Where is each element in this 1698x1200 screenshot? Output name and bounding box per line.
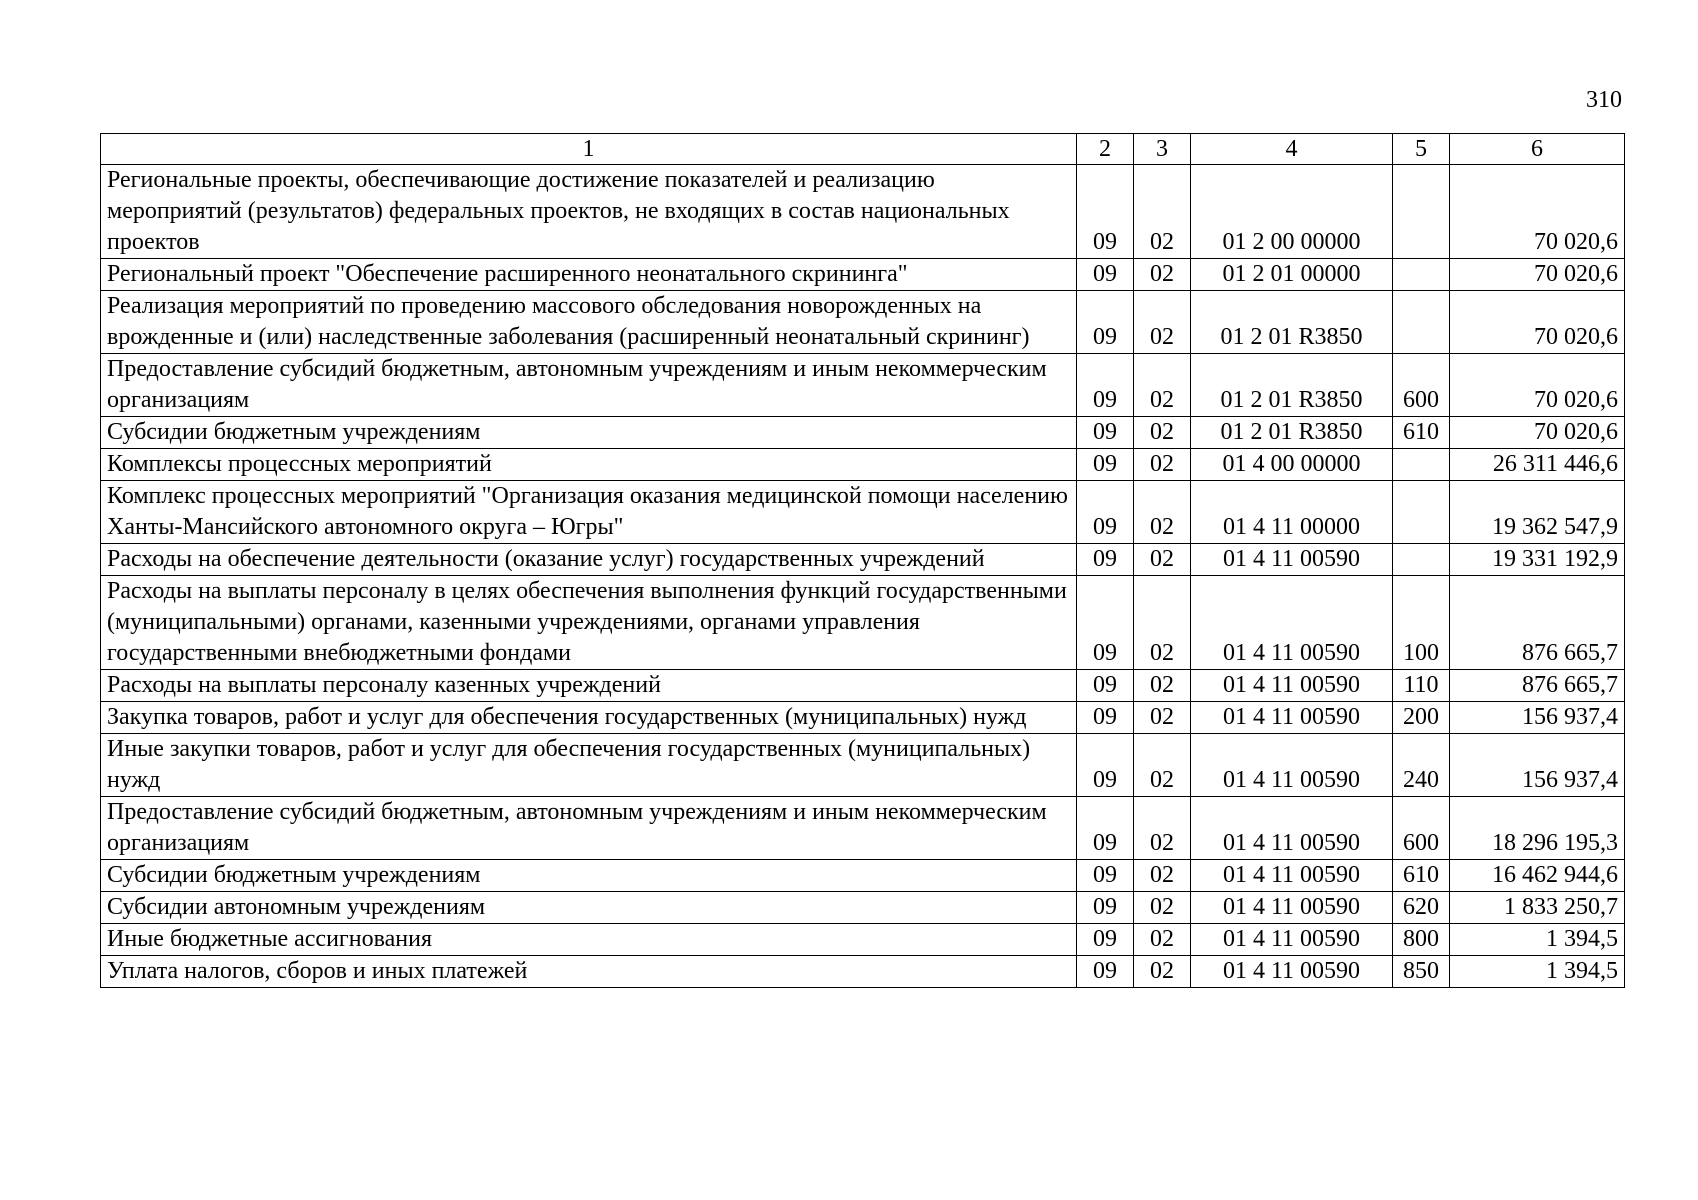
- subsection-code: 02: [1134, 670, 1191, 702]
- subsection-code: 02: [1134, 734, 1191, 797]
- target-article-code: 01 4 11 00000: [1191, 481, 1393, 544]
- expense-type-code: [1393, 291, 1450, 354]
- expense-type-code: 850: [1393, 956, 1450, 988]
- target-article-code: 01 4 11 00590: [1191, 702, 1393, 734]
- table-row: [101, 449, 1625, 481]
- target-article-code: 01 4 11 00590: [1191, 860, 1393, 892]
- target-article-code: 01 4 11 00590: [1191, 924, 1393, 956]
- table-row: [101, 892, 1625, 924]
- expense-type-code: 610: [1393, 860, 1450, 892]
- expense-type-code: 240: [1393, 734, 1450, 797]
- target-article-code: 01 4 11 00590: [1191, 544, 1393, 576]
- target-article-code: 01 4 11 00590: [1191, 892, 1393, 924]
- table-row: [101, 354, 1625, 417]
- table-row: [101, 860, 1625, 892]
- section-code: 09: [1077, 860, 1134, 892]
- amount: 70 020,6: [1450, 354, 1625, 417]
- subsection-code: 02: [1134, 576, 1191, 670]
- item-name: Расходы на обеспечение деятельности (оказание услуг) государственных учреждений: [101, 544, 1077, 576]
- table-row: [101, 670, 1625, 702]
- target-article-code: 01 4 11 00590: [1191, 956, 1393, 988]
- subsection-code: 02: [1134, 892, 1191, 924]
- section-code: 09: [1077, 481, 1134, 544]
- subsection-code: 02: [1134, 417, 1191, 449]
- amount: 26 311 446,6: [1450, 449, 1625, 481]
- amount: 70 020,6: [1450, 417, 1625, 449]
- subsection-code: 02: [1134, 797, 1191, 860]
- amount: 1 394,5: [1450, 924, 1625, 956]
- section-code: 09: [1077, 670, 1134, 702]
- amount: 19 331 192,9: [1450, 544, 1625, 576]
- item-name: Уплата налогов, сборов и иных платежей: [101, 956, 1077, 988]
- item-name: Расходы на выплаты персоналу казенных учреждений: [101, 670, 1077, 702]
- table-row: [101, 291, 1625, 354]
- section-code: 09: [1077, 576, 1134, 670]
- subsection-code: 02: [1134, 544, 1191, 576]
- table-row: [101, 576, 1625, 670]
- table-row: [101, 797, 1625, 860]
- amount: 1 394,5: [1450, 956, 1625, 988]
- table-row: [101, 259, 1625, 291]
- item-name: Предоставление субсидий бюджетным, автономным учреждениям и иным некоммерческим организациям: [101, 797, 1077, 860]
- amount: 876 665,7: [1450, 576, 1625, 670]
- section-code: 09: [1077, 702, 1134, 734]
- header-cell-3: 3: [1134, 134, 1191, 165]
- section-code: 09: [1077, 797, 1134, 860]
- section-code: 09: [1077, 165, 1134, 259]
- header-cell-2: 2: [1077, 134, 1134, 165]
- expense-type-code: 620: [1393, 892, 1450, 924]
- expense-type-code: 100: [1393, 576, 1450, 670]
- subsection-code: 02: [1134, 354, 1191, 417]
- target-article-code: 01 2 01 R3850: [1191, 354, 1393, 417]
- target-article-code: 01 4 11 00590: [1191, 576, 1393, 670]
- item-name: Субсидии автономным учреждениям: [101, 892, 1077, 924]
- item-name: Комплексы процессных мероприятий: [101, 449, 1077, 481]
- item-name: Иные бюджетные ассигнования: [101, 924, 1077, 956]
- amount: 16 462 944,6: [1450, 860, 1625, 892]
- item-name: Расходы на выплаты персоналу в целях обеспечения выполнения функций государственными (муниципальными) органами, казенными учреждениями, органами управления государственными внебюджетными фондами: [101, 576, 1077, 670]
- amount: 1 833 250,7: [1450, 892, 1625, 924]
- target-article-code: 01 2 01 R3850: [1191, 417, 1393, 449]
- amount: 70 020,6: [1450, 165, 1625, 259]
- subsection-code: 02: [1134, 291, 1191, 354]
- subsection-code: 02: [1134, 165, 1191, 259]
- expense-type-code: [1393, 165, 1450, 259]
- header-cell-1: 1: [101, 134, 1077, 165]
- header-cell-6: 6: [1450, 134, 1625, 165]
- amount: 156 937,4: [1450, 702, 1625, 734]
- header-cell-5: 5: [1393, 134, 1450, 165]
- section-code: 09: [1077, 449, 1134, 481]
- section-code: 09: [1077, 734, 1134, 797]
- item-name: Иные закупки товаров, работ и услуг для обеспечения государственных (муниципальных) нужд: [101, 734, 1077, 797]
- item-name: Комплекс процессных мероприятий "Организация оказания медицинской помощи населению Ханты-Мансийского автономного округа – Югры": [101, 481, 1077, 544]
- item-name: Региональный проект "Обеспечение расширенного неонатального скрининга": [101, 259, 1077, 291]
- item-name: Предоставление субсидий бюджетным, автономным учреждениям и иным некоммерческим организациям: [101, 354, 1077, 417]
- expense-type-code: [1393, 259, 1450, 291]
- target-article-code: 01 4 11 00590: [1191, 797, 1393, 860]
- target-article-code: 01 2 00 00000: [1191, 165, 1393, 259]
- amount: 70 020,6: [1450, 259, 1625, 291]
- amount: 156 937,4: [1450, 734, 1625, 797]
- amount: 876 665,7: [1450, 670, 1625, 702]
- expense-type-code: 200: [1393, 702, 1450, 734]
- page-number: 310: [1586, 87, 1622, 113]
- section-code: 09: [1077, 924, 1134, 956]
- table-header-row: [101, 134, 1625, 165]
- subsection-code: 02: [1134, 956, 1191, 988]
- budget-table: [100, 133, 1625, 988]
- subsection-code: 02: [1134, 924, 1191, 956]
- section-code: 09: [1077, 892, 1134, 924]
- expense-type-code: [1393, 481, 1450, 544]
- target-article-code: 01 2 01 00000: [1191, 259, 1393, 291]
- expense-type-code: 600: [1393, 354, 1450, 417]
- item-name: Региональные проекты, обеспечивающие достижение показателей и реализацию мероприятий (результатов) федеральных проектов, не входящих в состав национальных проектов: [101, 165, 1077, 259]
- section-code: 09: [1077, 417, 1134, 449]
- target-article-code: 01 2 01 R3850: [1191, 291, 1393, 354]
- table-row: [101, 956, 1625, 988]
- table-row: [101, 924, 1625, 956]
- target-article-code: 01 4 00 00000: [1191, 449, 1393, 481]
- target-article-code: 01 4 11 00590: [1191, 670, 1393, 702]
- section-code: 09: [1077, 544, 1134, 576]
- amount: 18 296 195,3: [1450, 797, 1625, 860]
- item-name: Закупка товаров, работ и услуг для обеспечения государственных (муниципальных) нужд: [101, 702, 1077, 734]
- target-article-code: 01 4 11 00590: [1191, 734, 1393, 797]
- expense-type-code: 600: [1393, 797, 1450, 860]
- amount: 19 362 547,9: [1450, 481, 1625, 544]
- table-row: [101, 734, 1625, 797]
- table-row: [101, 165, 1625, 259]
- expense-type-code: 800: [1393, 924, 1450, 956]
- header-cell-4: 4: [1191, 134, 1393, 165]
- section-code: 09: [1077, 259, 1134, 291]
- section-code: 09: [1077, 291, 1134, 354]
- item-name: Реализация мероприятий по проведению массового обследования новорожденных на врожденные и (или) наследственные заболевания (расширенный неонатальный скрининг): [101, 291, 1077, 354]
- table-row: [101, 702, 1625, 734]
- section-code: 09: [1077, 354, 1134, 417]
- subsection-code: 02: [1134, 259, 1191, 291]
- expense-type-code: 610: [1393, 417, 1450, 449]
- section-code: 09: [1077, 956, 1134, 988]
- subsection-code: 02: [1134, 481, 1191, 544]
- subsection-code: 02: [1134, 702, 1191, 734]
- item-name: Субсидии бюджетным учреждениям: [101, 417, 1077, 449]
- table-row: [101, 481, 1625, 544]
- expense-type-code: 110: [1393, 670, 1450, 702]
- amount: 70 020,6: [1450, 291, 1625, 354]
- table-row: [101, 417, 1625, 449]
- subsection-code: 02: [1134, 860, 1191, 892]
- item-name: Субсидии бюджетным учреждениям: [101, 860, 1077, 892]
- subsection-code: 02: [1134, 449, 1191, 481]
- expense-type-code: [1393, 449, 1450, 481]
- expense-type-code: [1393, 544, 1450, 576]
- table-row: [101, 544, 1625, 576]
